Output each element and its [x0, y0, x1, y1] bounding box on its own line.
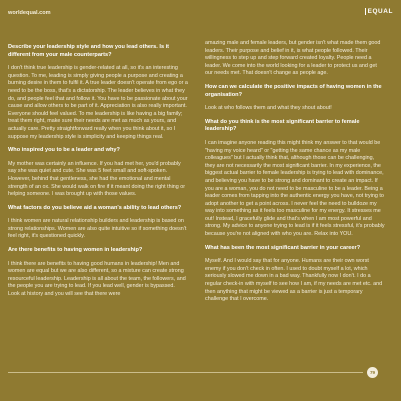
left-column: [8, 44, 188, 305]
question-heading: What has been the most significant barrier in your career?: [205, 244, 361, 251]
answer-paragraph: My mother was certainly an influence. If you had met her, you'd probably say she was quiet and cute. She was 5 feet small and soft-spoken. However, behind that gentleness, she had the emotional and mental strength of an ox. She would walk on fire if it meant doing the right thing or helping someone. I was brought up with those values.: [8, 160, 186, 198]
brand-bar-icon: [365, 8, 366, 15]
answer-paragraph: Myself. And I would say that for anyone. Humans are their own worst enemy if you don't check in often. I used to doubt myself a lot, which seriously slowed me down in a bad way. Thankfully now I don't. I do a regular check-in with myself to see how I am, if my needs are met etc. and then anything that might be viewed as a barrier is just a temporary challenge that I overcome.: [205, 258, 383, 303]
site-url[interactable]: worldequal.com: [8, 10, 51, 16]
brand-text: EQUAL: [367, 8, 393, 15]
answer-paragraph: I can imagine anyone reading this might think my answer to that would be "having my voice heard" or "getting the same chance as my male colleagues" but I actually think that, although those can be challenging, they are not necessarily the most significant barrier. In my experience, the biggest actual barrier to female leadership is trying to lead with dominance, and believing you have to be strong and dominant to create an impact. If you are a woman, you do not need to be masculine to be a leader. Being a leader comes from tapping into the authentic energy you have, not trying to adopt another to get a point across. I never feel the need to bulldoze my way into something as it feels too masculine for my energy. It stresses me out! Instead, I gracefully glide and that's when I am most powerful and strong. My advice to anyone trying to lead is if it feels stressful, it's probably because you're not aligned with who you are. Relax into YOU.: [205, 139, 385, 238]
question-heading: Describe your leadership style and how you lead others. Is it different from your male counterparts?: [8, 44, 170, 58]
answer-paragraph: amazing male and female leaders, but gender isn't what made them good leaders. Their purpose and belief in it, is what people followed. Their willingness to step up and step forward created loyalty. People need a leader. We come into the world looking for a leader to protect us and get our needs met. That doesn't change as people age.: [205, 40, 381, 77]
page-number: 79: [367, 367, 378, 378]
answer-paragraph: I think there are benefits to having good humans in leadership! Men and women are equal but we are also different, so a mixture can create strong resourceful leadership. Leadership is all about the team, the followers, and the people you are trying to lead. If you lead well, gender is bypassed. Look at history and you will see that there were: [8, 260, 186, 298]
brand-logo: [365, 8, 393, 15]
question-heading: What factors do you believe aid a woman's ability to lead others?: [8, 204, 182, 211]
answer-paragraph: I don't think true leadership is gender-related at all, so it's an interesting question. To me, leading is simply giving people a purpose and creating a burning desire in them to fulfil it. A true leader doesn't operate from ego or a need to be the boss, that's a dictatorship. The leader believes in what they do, and people feel that and follow it. You have to be passionate about your cause and allow others to be part of it. Appreciation is also really important. Everyone should feel valued. To me leadership is like having a big family; treat them right, make sure their needs are met as much as yours, and actually care. Pretty straightforward really when you think about it, so I suppose my leadership style is simplicity and keeping things real.: [8, 65, 188, 140]
question-heading: What do you think is the most significant barrier to female leadership?: [205, 118, 360, 133]
question-heading: Who inspired you to be a leader and why?: [8, 147, 120, 154]
answer-paragraph: Look at who follows them and what they shout about!: [205, 105, 332, 112]
question-heading: Are there benefits to having women in leadership?: [8, 247, 143, 254]
answer-paragraph: I think women are natural relationship builders and leadership is based on strong relationships. Women are also quite intuitive so if something doesn't feel right, it's questioned quickly.: [8, 218, 187, 240]
question-heading: How can we calculate the positive impacts of having women in the organisation?: [205, 83, 382, 98]
footer-divider: [8, 372, 363, 373]
right-column: [205, 40, 385, 310]
